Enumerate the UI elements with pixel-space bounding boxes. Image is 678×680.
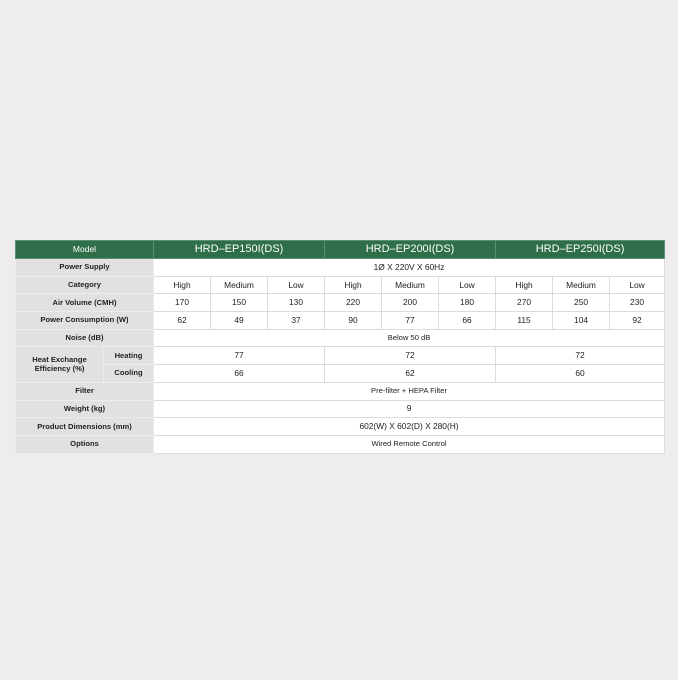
- power-supply-row: [16, 259, 665, 277]
- table-cell: 72: [496, 347, 665, 365]
- row-label: Category: [16, 276, 154, 294]
- table-cell: 200: [382, 294, 439, 312]
- weight-value: 9: [154, 400, 665, 418]
- table-cell: Medium: [553, 276, 610, 294]
- dimensions-row: [16, 418, 665, 436]
- table-cell: Low: [268, 276, 325, 294]
- power-consumption-row: [16, 312, 665, 330]
- options-value: Wired Remote Control: [154, 435, 665, 453]
- table-cell: Low: [610, 276, 665, 294]
- cooling-label: Cooling: [104, 365, 154, 383]
- table-cell: High: [154, 276, 211, 294]
- table-cell: 37: [268, 312, 325, 330]
- row-label: Product Dimensions (mm): [16, 418, 154, 436]
- cooling-row: [16, 365, 665, 383]
- row-label: Options: [16, 435, 154, 453]
- model-ep200-header: HRD–EP200I(DS): [325, 241, 496, 259]
- table-cell: 170: [154, 294, 211, 312]
- model-ep250-header: HRD–EP250I(DS): [496, 241, 665, 259]
- table-cell: 66: [154, 365, 325, 383]
- model-header: Model: [16, 241, 154, 259]
- filter-value: Pre-filter + HEPA Filter: [154, 382, 665, 400]
- heating-row: [16, 347, 665, 365]
- options-row: [16, 435, 665, 453]
- row-label: Power Consumption (W): [16, 312, 154, 330]
- heating-label: Heating: [104, 347, 154, 365]
- table-cell: Medium: [211, 276, 268, 294]
- table-cell: 230: [610, 294, 665, 312]
- row-label: Weight (kg): [16, 400, 154, 418]
- table-cell: 250: [553, 294, 610, 312]
- power-supply-value: 1Ø X 220V X 60Hz: [154, 259, 665, 277]
- table-cell: 220: [325, 294, 382, 312]
- dimensions-value: 602(W) X 602(D) X 280(H): [154, 418, 665, 436]
- table-cell: 60: [496, 365, 665, 383]
- table-cell: Low: [439, 276, 496, 294]
- table-cell: 72: [325, 347, 496, 365]
- row-label: Noise (dB): [16, 329, 154, 347]
- noise-row: [16, 329, 665, 347]
- air-volume-row: [16, 294, 665, 312]
- table-cell: High: [496, 276, 553, 294]
- table-cell: 90: [325, 312, 382, 330]
- table-cell: High: [325, 276, 382, 294]
- row-label: Air Volume (CMH): [16, 294, 154, 312]
- heat-exchange-label: Heat Exchange Efficiency (%): [16, 347, 104, 382]
- weight-row: [16, 400, 665, 418]
- table-cell: 115: [496, 312, 553, 330]
- noise-value: Below 50 dB: [154, 329, 665, 347]
- table-cell: 180: [439, 294, 496, 312]
- table-cell: 49: [211, 312, 268, 330]
- table-cell: 77: [382, 312, 439, 330]
- table-cell: 130: [268, 294, 325, 312]
- table-cell: 77: [154, 347, 325, 365]
- filter-row: [16, 382, 665, 400]
- table-cell: 92: [610, 312, 665, 330]
- row-label: Filter: [16, 382, 154, 400]
- spec-table: [15, 240, 665, 454]
- category-row: [16, 276, 665, 294]
- table-cell: 66: [439, 312, 496, 330]
- table-cell: 62: [325, 365, 496, 383]
- table-cell: 62: [154, 312, 211, 330]
- table-cell: 270: [496, 294, 553, 312]
- table-cell: 104: [553, 312, 610, 330]
- table-cell: Medium: [382, 276, 439, 294]
- row-label: Power Supply: [16, 259, 154, 277]
- header-row: [16, 241, 665, 259]
- table-cell: 150: [211, 294, 268, 312]
- model-ep150-header: HRD–EP150I(DS): [154, 241, 325, 259]
